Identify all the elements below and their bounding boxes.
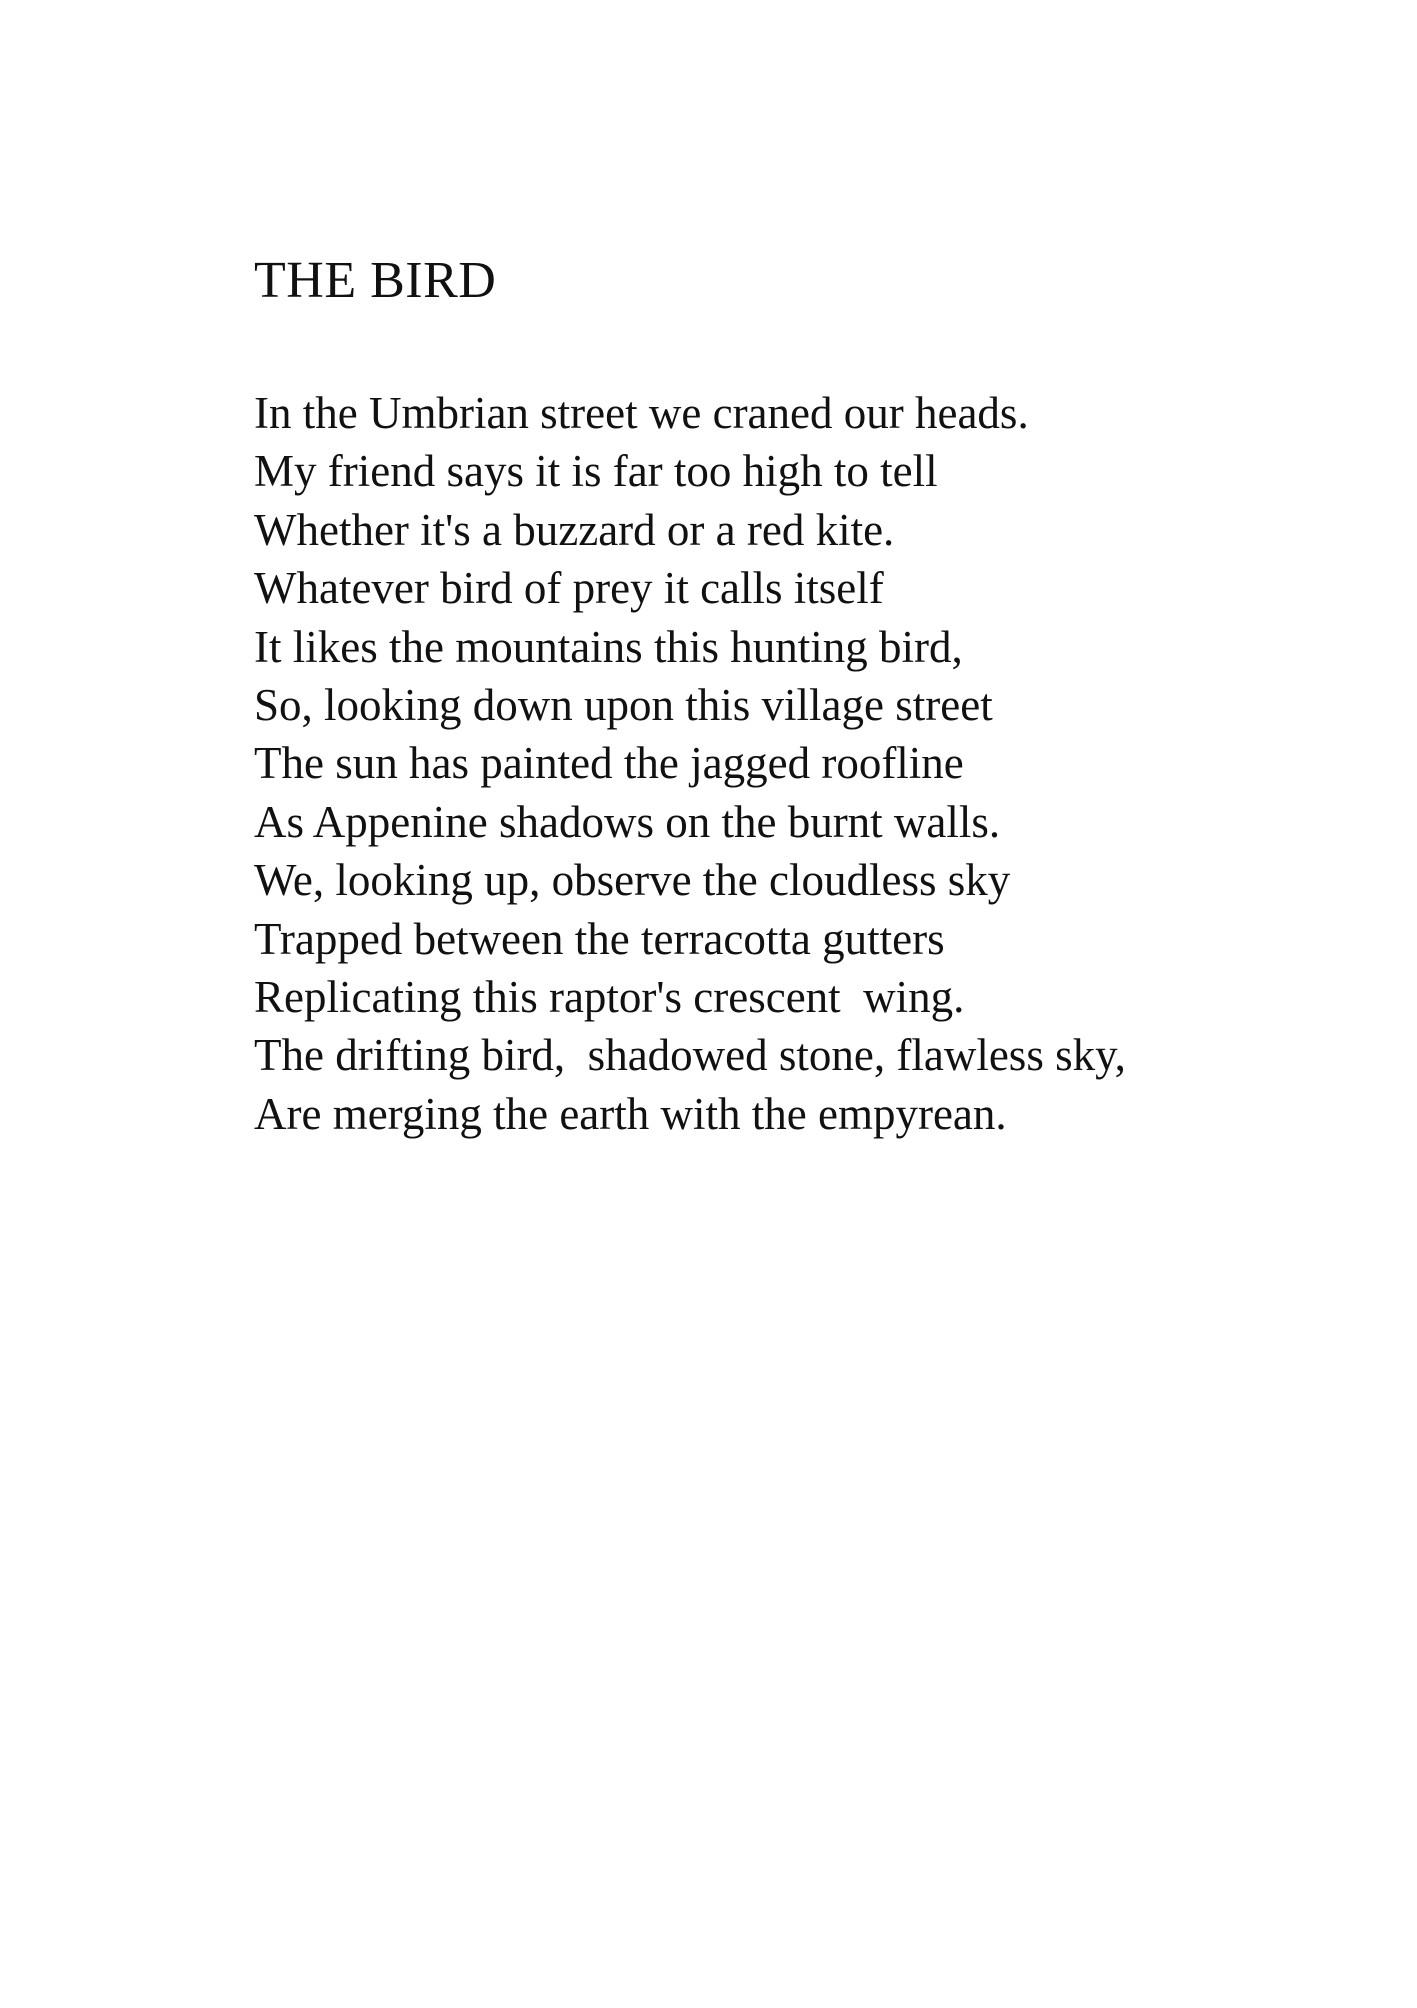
poem-line: Whether it's a buzzard or a red kite. [254, 504, 895, 555]
poem-line: In the Umbrian street we craned our heads. [254, 388, 1029, 438]
poem-line: The sun has painted the jagged roofline [254, 738, 964, 789]
poem-body [254, 384, 1126, 1143]
poem-line: So, looking down upon this village street [254, 679, 993, 730]
poem-line: My friend says it is far too high to tell [254, 446, 938, 497]
poem-line: The drifting bird, shadowed stone, flawless sky, [254, 1030, 1126, 1081]
poem-line: We, looking up, observe the cloudless sky [254, 855, 1011, 906]
poem-line: Are merging the earth with the empyrean. [254, 1088, 1007, 1139]
poem-line: It likes the mountains this hunting bird, [254, 621, 963, 672]
poem-line: As Appenine shadows on the burnt walls. [254, 796, 1001, 847]
poem-line: Trapped between the terracotta gutters [254, 913, 945, 964]
poem-line: Replicating this raptor's crescent wing. [254, 971, 965, 1022]
poem-line: Whatever bird of prey it calls itself [254, 563, 884, 614]
poem-title: THE BIRD [254, 252, 497, 309]
